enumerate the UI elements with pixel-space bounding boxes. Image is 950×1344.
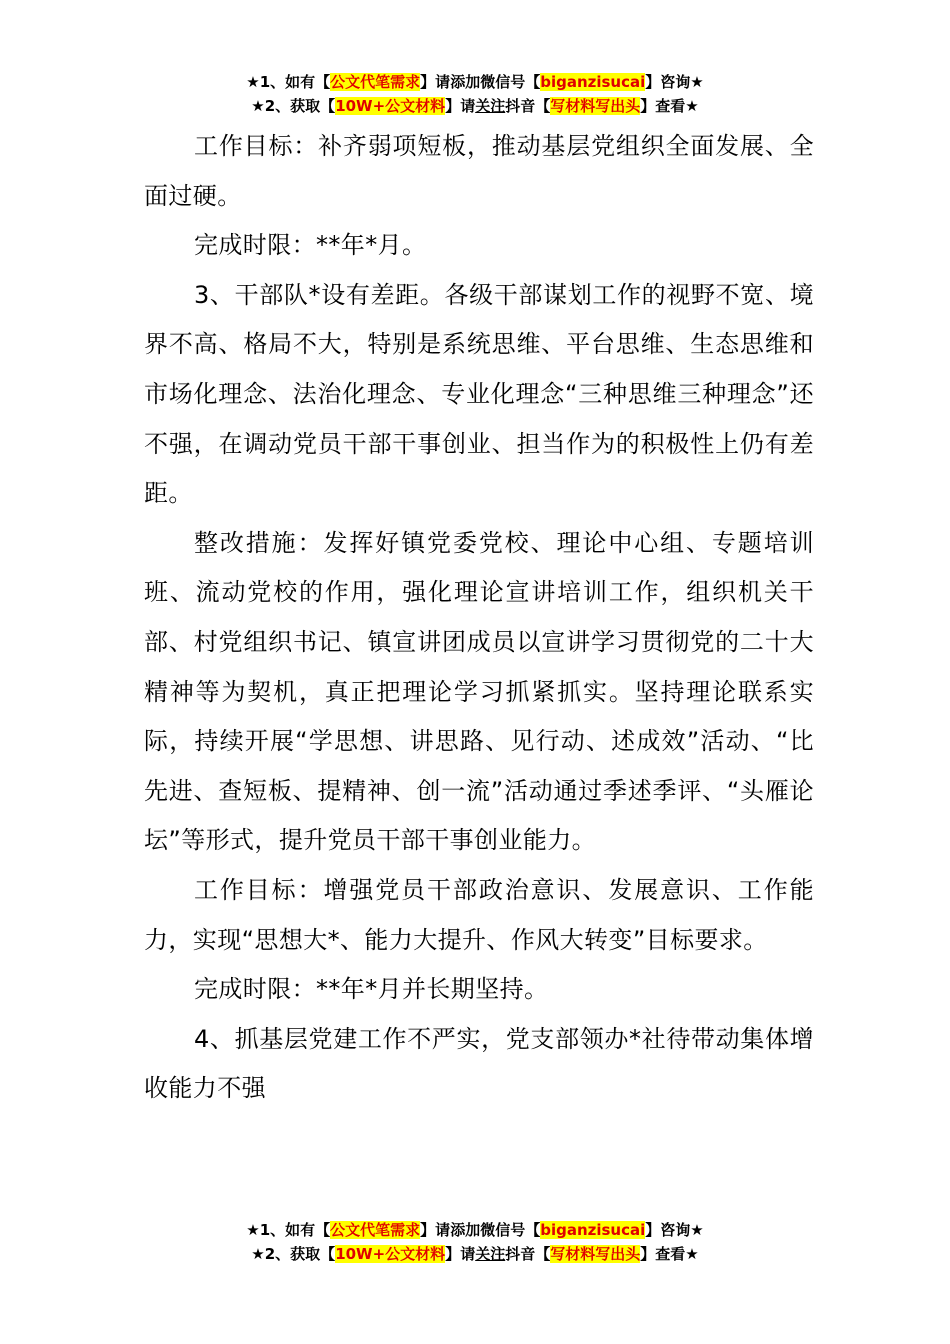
promo-line-1: ★1、如有【公文代笔需求】请添加微信号【biganzisucai】咨询★ [246, 1221, 704, 1239]
highlight-materials: 10W+公文材料 [335, 1245, 446, 1263]
paragraph-issue-4: 4、抓基层党建工作不严实，党支部领办*社待带动集体增收能力不强 [144, 1024, 814, 1103]
document-body [144, 122, 814, 1114]
promo-banner-bottom [0, 1218, 950, 1266]
highlight-douyin: 写材料写出头 [550, 1245, 641, 1263]
paragraph-goal-2: 工作目标：增强党员干部政治意识、发展意识、工作能力，实现“思想大*、能力大提升、作风大转变”目标要求。 [144, 875, 814, 954]
paragraph-deadline-1: 完成时限：**年*月。 [194, 231, 427, 260]
highlight-materials: 10W+公文材料 [335, 97, 446, 115]
promo-line-1: ★1、如有【公文代笔需求】请添加微信号【biganzisucai】咨询★ [246, 73, 704, 91]
highlight-service: 公文代笔需求 [330, 1221, 421, 1239]
promo-line-2: ★2、获取【10W+公文材料】请关注抖音【写材料写出头】查看★ [251, 1245, 699, 1263]
promo-line-2: ★2、获取【10W+公文材料】请关注抖音【写材料写出头】查看★ [251, 97, 699, 115]
highlight-service: 公文代笔需求 [330, 73, 421, 91]
paragraph-deadline-2: 完成时限：**年*月并长期坚持。 [194, 975, 549, 1004]
highlight-wechat-id: biganzisucai [540, 73, 646, 91]
paragraph-issue-3: 3、干部队*设有差距。各级干部谋划工作的视野不宽、境界不高、格局不大，特别是系统思维、平台思维、生态思维和市场化理念、法治化理念、专业化理念“三种思维三种理念”还不强，在调动党员干部干事创业、担当作为的积极性上仍有差距。 [144, 280, 814, 508]
highlight-wechat-id: biganzisucai [540, 1221, 646, 1239]
paragraph-measures: 整改措施：发挥好镇党委党校、理论中心组、专题培训班、流动党校的作用，强化理论宣讲培训工作，组织机关干部、村党组织书记、镇宣讲团成员以宣讲学习贯彻党的二十大精神等为契机，真正把理论学习抓紧抓实。坚持理论联系实际，持续开展“学思想、讲思路、见行动、述成效”活动、“比先进、查短板、提精神、创一流”活动通过季述季评、“头雁论坛”等形式，提升党员干部干事创业能力。 [144, 528, 814, 855]
highlight-douyin: 写材料写出头 [550, 97, 641, 115]
paragraph-goal-1: 工作目标：补齐弱项短板，推动基层党组织全面发展、全面过硬。 [144, 132, 814, 210]
promo-banner-top [0, 70, 950, 118]
